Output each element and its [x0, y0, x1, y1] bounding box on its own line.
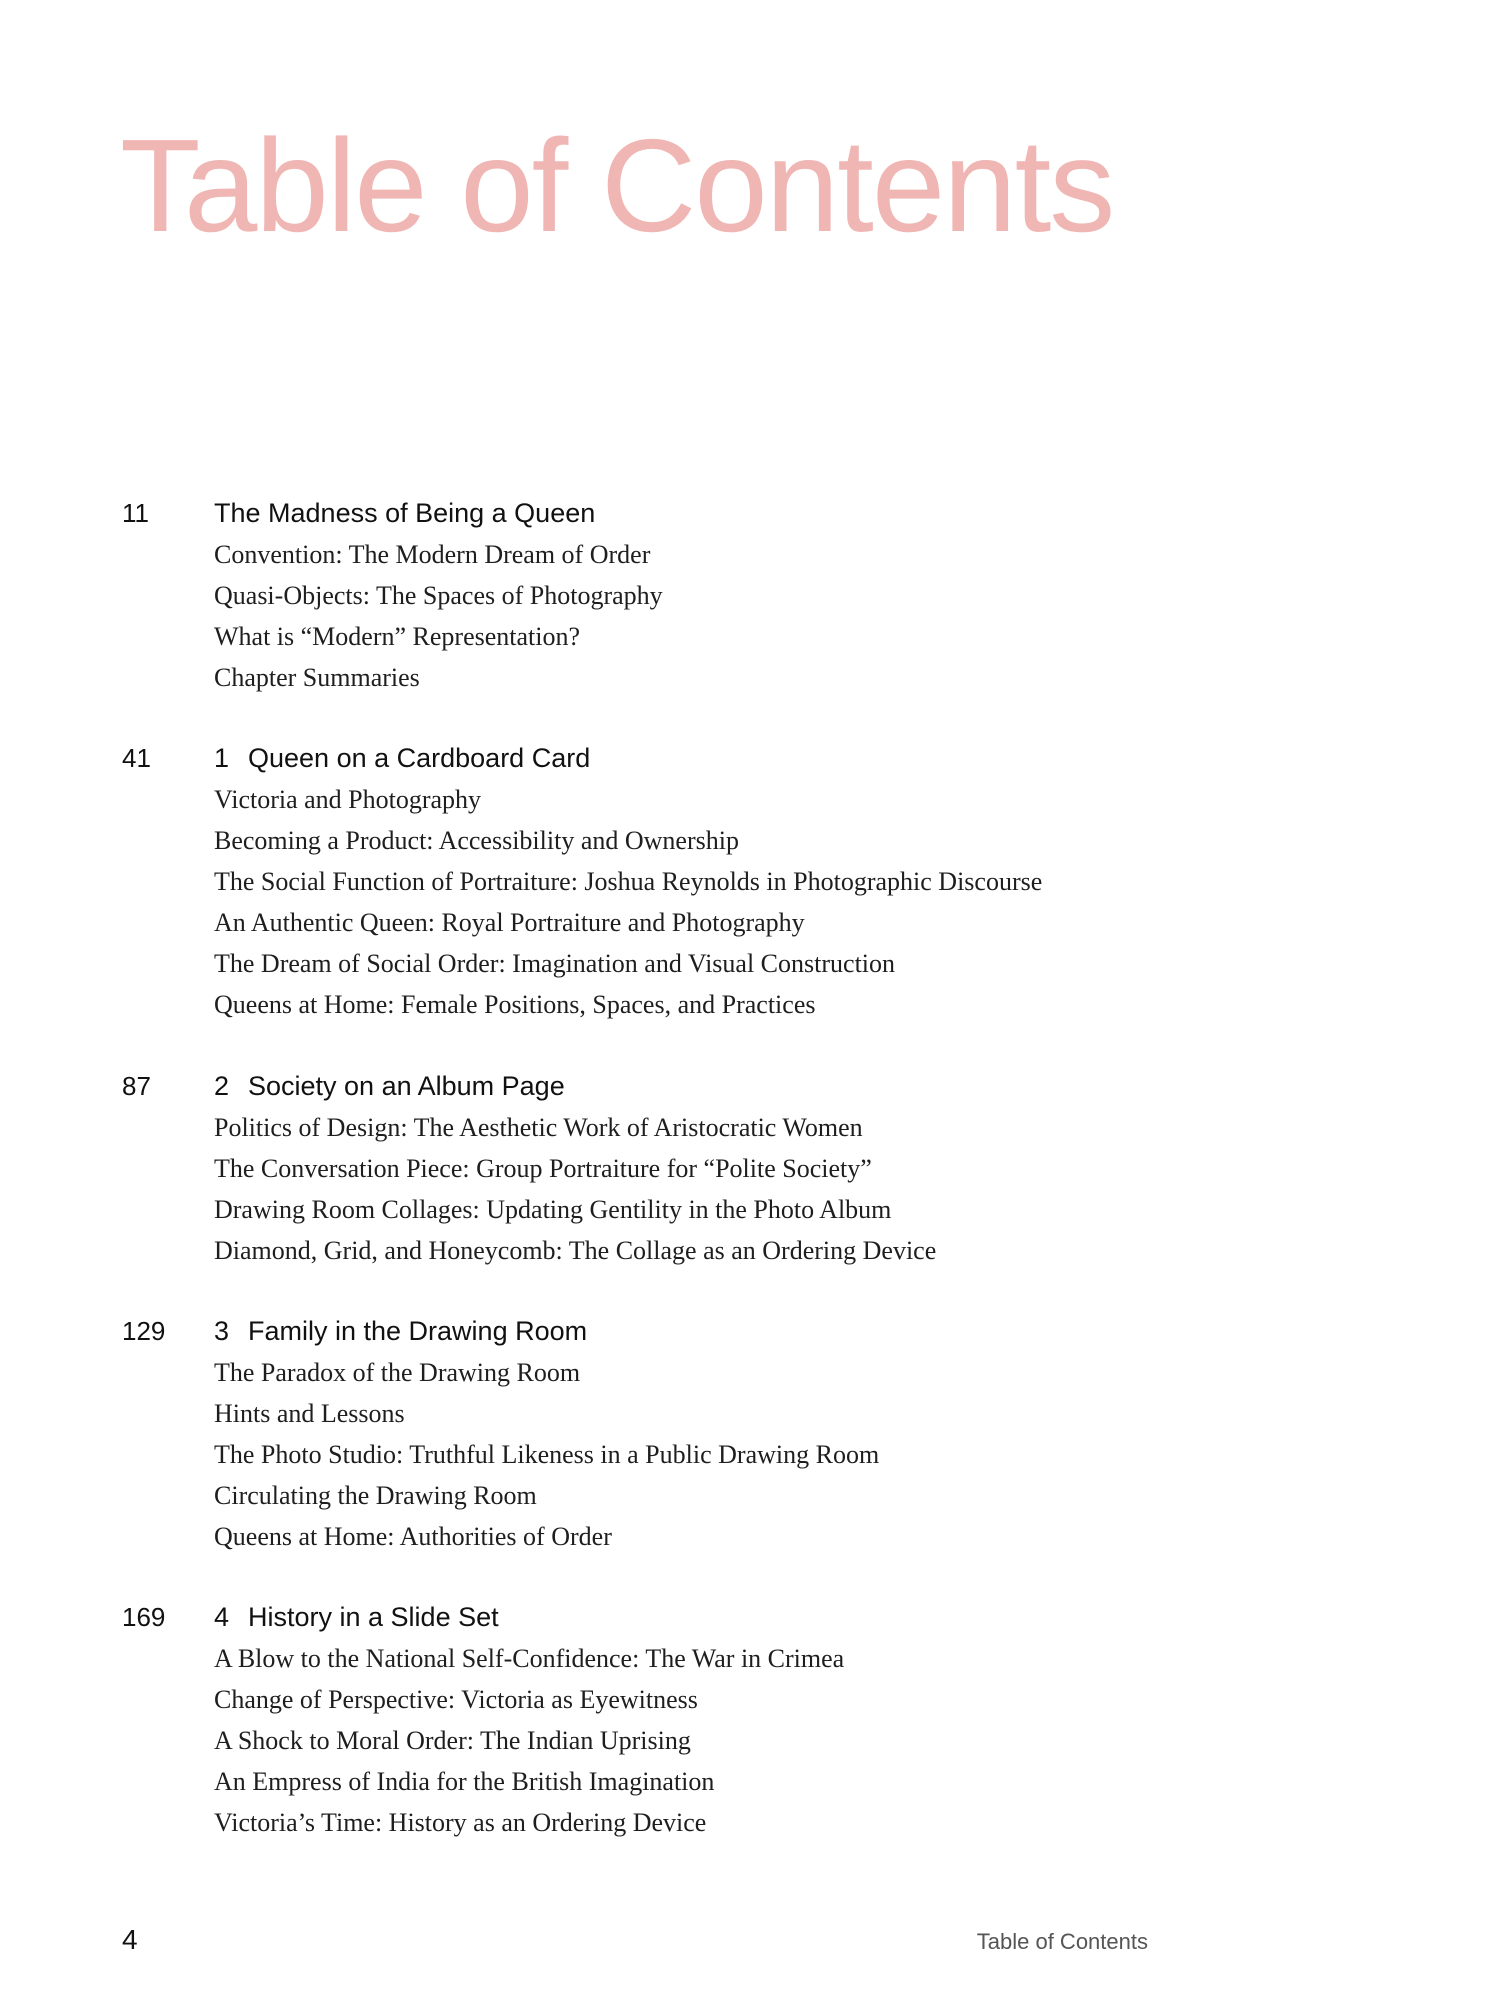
toc-chapter-title: The Madness of Being a Queen [214, 498, 596, 528]
toc-chapter-number: 4 [214, 1602, 230, 1632]
toc-subsection[interactable]: The Social Function of Portraiture: Joshua Reynolds in Photographic Discourse [214, 867, 1043, 896]
toc-subsection[interactable]: Drawing Room Collages: Updating Gentility in the Photo Album [214, 1195, 892, 1224]
toc-subsection[interactable]: The Paradox of the Drawing Room [214, 1358, 581, 1387]
toc-subsection-list [214, 1352, 879, 1557]
toc-subsection[interactable]: The Photo Studio: Truthful Likeness in a Public Drawing Room [214, 1440, 880, 1469]
toc-chapter-heading[interactable] [214, 493, 595, 533]
toc-subsection[interactable]: Victoria and Photography [214, 785, 482, 814]
toc-page-number[interactable]: 129 [122, 1316, 166, 1346]
toc-page-number[interactable]: 41 [122, 743, 151, 773]
page-title: Table of Contents [120, 112, 1114, 259]
toc-subsection[interactable]: Victoria’s Time: History as an Ordering Device [214, 1808, 707, 1837]
toc-subsection[interactable]: Queens at Home: Female Positions, Spaces, and Practices [214, 990, 816, 1019]
footer-running-title: Table of Contents [976, 1929, 1148, 1954]
toc-subsection[interactable]: The Dream of Social Order: Imagination and Visual Construction [214, 949, 896, 978]
toc-chapter-number: 2 [214, 1071, 230, 1101]
toc-chapter-title: History in a Slide Set [248, 1602, 499, 1632]
toc-page-number[interactable]: 169 [122, 1602, 166, 1632]
toc-subsection[interactable]: Becoming a Product: Accessibility and Ownership [214, 826, 739, 855]
toc-chapter-number: 3 [214, 1316, 230, 1346]
toc-subsection[interactable]: Queens at Home: Authorities of Order [214, 1522, 612, 1551]
footer-page-number: 4 [122, 1924, 138, 1955]
toc-page-number[interactable]: 11 [122, 498, 149, 528]
toc-subsection-list [214, 779, 1042, 1025]
toc-chapter-title: Society on an Album Page [248, 1071, 565, 1101]
toc-subsection[interactable]: Quasi-Objects: The Spaces of Photography [214, 581, 663, 610]
toc-subsection[interactable]: Politics of Design: The Aesthetic Work of Aristocratic Women [214, 1113, 863, 1142]
toc-subsection[interactable]: Change of Perspective: Victoria as Eyewitness [214, 1685, 698, 1714]
toc-subsection[interactable]: Hints and Lessons [214, 1399, 405, 1428]
toc-subsection[interactable]: What is “Modern” Representation? [214, 622, 581, 651]
toc-subsection[interactable]: The Conversation Piece: Group Portraiture for “Polite Society” [214, 1154, 872, 1183]
toc-chapter-heading[interactable] [214, 1311, 587, 1351]
toc-page-number[interactable]: 87 [122, 1071, 151, 1101]
toc-subsection[interactable]: Diamond, Grid, and Honeycomb: The Collage as an Ordering Device [214, 1236, 937, 1265]
toc-subsection[interactable]: An Authentic Queen: Royal Portraiture and Photography [214, 908, 805, 937]
toc-subsection-list [214, 534, 663, 698]
toc-subsection[interactable]: Circulating the Drawing Room [214, 1481, 537, 1510]
toc-subsection[interactable]: An Empress of India for the British Imagination [214, 1767, 715, 1796]
toc-subsection[interactable]: A Blow to the National Self-Confidence: The War in Crimea [214, 1644, 845, 1673]
toc-chapter-title: Queen on a Cardboard Card [248, 743, 591, 773]
toc-chapter-heading[interactable] [214, 1597, 499, 1637]
toc-chapter-heading[interactable] [214, 1066, 565, 1106]
toc-subsection[interactable]: Convention: The Modern Dream of Order [214, 540, 651, 569]
toc-chapter-number: 1 [214, 743, 230, 773]
toc-subsection[interactable]: Chapter Summaries [214, 663, 420, 692]
toc-subsection[interactable]: A Shock to Moral Order: The Indian Uprising [214, 1726, 691, 1755]
toc-subsection-list [214, 1107, 936, 1271]
toc-chapter-heading[interactable] [214, 738, 590, 778]
toc-chapter-title: Family in the Drawing Room [248, 1316, 588, 1346]
toc-subsection-list [214, 1638, 844, 1843]
